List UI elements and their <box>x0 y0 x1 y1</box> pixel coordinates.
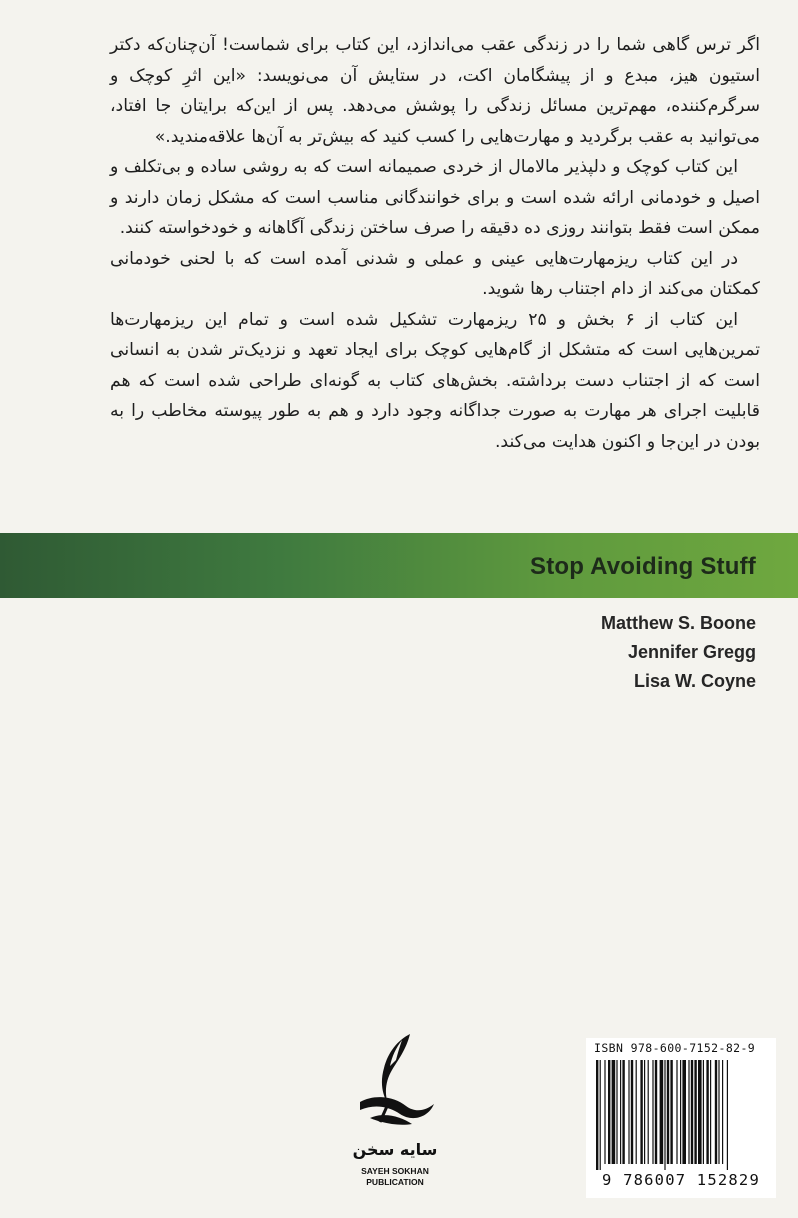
quill-feather-icon <box>340 1030 450 1138</box>
barcode-bar <box>670 1060 672 1164</box>
barcode-bar <box>636 1060 637 1164</box>
publisher-name-en <box>340 1166 450 1188</box>
barcode-bar <box>664 1060 665 1170</box>
barcode-bar <box>698 1060 702 1164</box>
barcode-bar <box>680 1060 681 1164</box>
barcode-digits: 9 786007 152829 <box>602 1171 760 1189</box>
barcode-bar <box>694 1060 696 1164</box>
barcode-icon <box>594 1060 768 1170</box>
isbn-barcode <box>586 1038 776 1198</box>
barcode-bar <box>718 1060 719 1164</box>
barcode-bar <box>612 1060 616 1164</box>
barcode-bar <box>655 1060 657 1164</box>
barcode-bar <box>676 1060 677 1164</box>
barcode-bar <box>722 1060 723 1164</box>
barcode-bar <box>688 1060 689 1164</box>
barcode-bar <box>682 1060 686 1164</box>
barcode-bar <box>710 1060 711 1164</box>
blurb-paragraph-2: این کتاب کوچک و دلپذیر مالامال از خردی صمیمانه است که به روشی ساده و بی‌تکلف و اصیل و خودمانی ارائه شده است و برای خوانندگانی مناسب است که مشکل زمان دارند و ممکن است فقط بتوانند روزی ده دقیقه را صرف ساختن زندگی آگاهانه و خودخواسته کنند. <box>110 157 760 238</box>
blurb-paragraph-1: اگر ترس گاهی شما را در زندگی عقب می‌اندازد، این کتاب برای شماست! آن‌چنان‌که دکتر استیون هیز، مبدع و از پیشگامان اکت، در ستایش آن می‌نویسد: «این اثرِ کوچک و سرگرم‌کننده، مهم‌ترین مسائل زندگی را پوشش می‌دهد. پس از این‌که برایتان جا افتاد، می‌توانید به عقب برگردید و مهارت‌هایی را کسب کنید که بیش‌تر به آن‌ها علاقه‌مندید.» <box>110 35 760 147</box>
barcode-bar <box>691 1060 693 1164</box>
barcode-bar <box>622 1060 624 1164</box>
blurb-text <box>110 30 760 457</box>
author-name: Jennifer Gregg <box>627 642 756 662</box>
barcode-bar <box>706 1060 708 1164</box>
publisher-name-line: SAYEH SOKHAN <box>361 1166 429 1176</box>
barcode-bar <box>628 1060 629 1164</box>
english-book-title: Stop Avoiding Stuff <box>530 553 756 580</box>
barcode-bar <box>604 1060 605 1164</box>
barcode-bar <box>644 1060 645 1164</box>
barcode-bar <box>648 1060 649 1164</box>
barcode-bar <box>631 1060 633 1164</box>
barcode-bar <box>703 1060 704 1164</box>
barcode-bar <box>660 1060 664 1164</box>
blurb-paragraph-3: در این کتاب ریزمهارت‌هایی عینی و عملی و شدنی آمده است که با لحنی خودمانی کمکتان می‌کند از دام اجتناب رها شوید. <box>110 248 760 299</box>
barcode-bar <box>596 1060 598 1170</box>
author-name: Lisa W. Coyne <box>633 671 756 691</box>
publisher-logo <box>340 1030 450 1200</box>
barcode-bar <box>715 1060 717 1164</box>
barcode-bar <box>600 1060 601 1170</box>
publisher-name-line: PUBLICATION <box>366 1177 424 1187</box>
publisher-name-fa: سایه سخن <box>352 1140 438 1159</box>
author-list <box>601 609 756 696</box>
author-name: Matthew S. Boone <box>600 613 756 633</box>
barcode-bar <box>616 1060 617 1164</box>
barcode-bar <box>652 1060 653 1164</box>
isbn-number: ISBN 978-600-7152-82-9 <box>594 1041 756 1055</box>
barcode-bar <box>640 1060 642 1164</box>
barcode-bar <box>608 1060 610 1164</box>
barcode-bar <box>620 1060 621 1164</box>
barcode-bar <box>667 1060 669 1164</box>
blurb-paragraph-4: این کتاب از ۶ بخش و ۲۵ ریزمهارت تشکیل شده است و تمام این ریزمهارت‌ها تمرین‌هایی است که متشکل از گام‌هایی کوچک برای ایجاد تعهد و نزدیک‌تر شدن به انسانی است که از اجتناب دست برداشته. بخش‌های کتاب به گونه‌ای طراحی شده است که هم قابلیت اجرای هر مهارت به صورت جداگانه وجود دارد و هم به طور پیوسته مخاطب را به بودن در این‌جا و اکنون هدایت می‌کند. <box>110 309 760 452</box>
barcode-bar <box>727 1060 728 1170</box>
